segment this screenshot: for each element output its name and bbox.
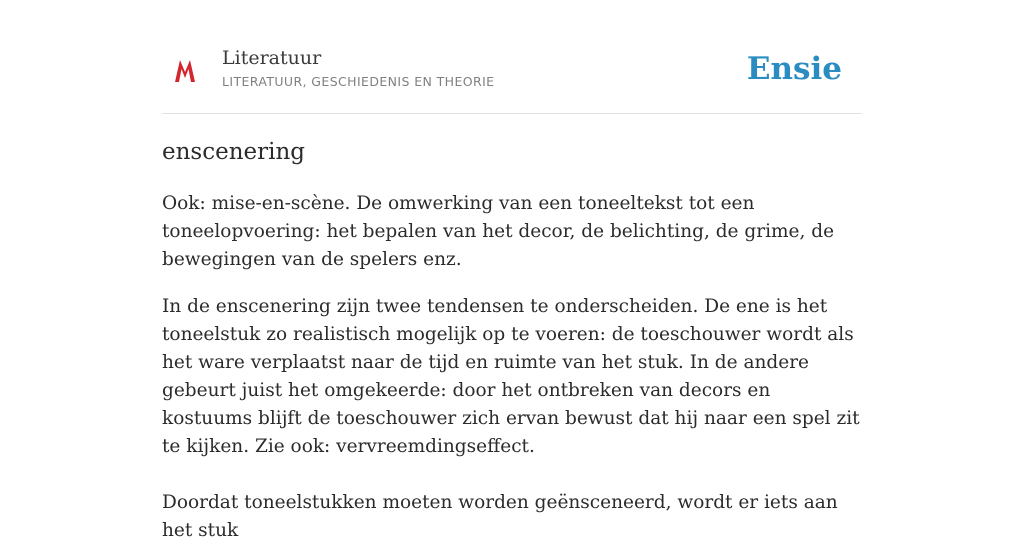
paragraph-explanation: In de enscenering zijn twee tendensen te onderscheiden. De ene is het toneelstuk zo realistisch mogelijk op te voeren: de toeschouwer wordt als het ware verplaatst naar de tijd en ruimte van het stuk. In de andere gebeurt juist het omgekeerde: door het ontbreken van decors en kostuums blijft de toeschouwer zich ervan bewust dat hij naar een spel zit te kijken. Zie ook: vervreemdingseffect. Doordat toneelstukken moeten worden geënsceneerd, wordt er iets aan het stuk <box>162 296 860 541</box>
site-subtitle: LITERATUUR, GESCHIEDENIS EN THEORIE <box>222 74 495 89</box>
header <box>162 0 862 114</box>
m-logo-icon[interactable] <box>172 56 198 84</box>
brand-logo[interactable]: Ensie <box>746 51 842 87</box>
paragraph-definition: Ook: mise-en-scène. De omwerking van een toneeltekst tot een toneelopvoering: het bepalen van het decor, de belichting, de grime, de bewegingen van de spelers enz. <box>162 193 835 270</box>
article <box>162 132 862 545</box>
site-title[interactable]: Literatuur <box>222 47 322 69</box>
page-title: enscenering <box>162 139 306 165</box>
